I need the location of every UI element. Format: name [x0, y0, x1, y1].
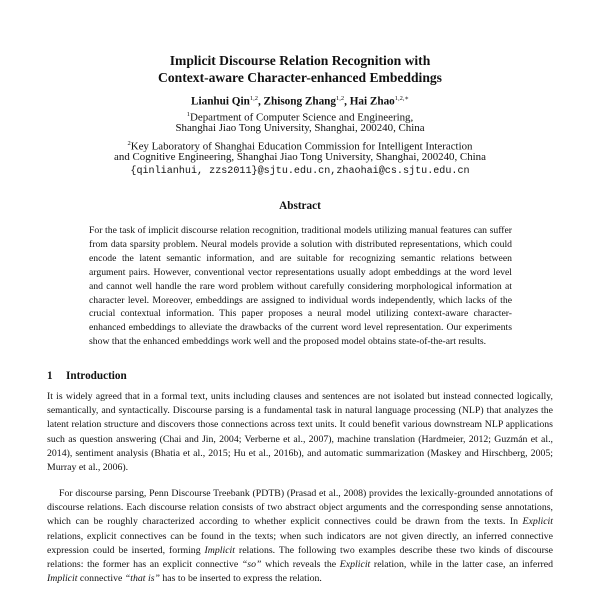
author-name: Zhisong Zhang: [263, 95, 336, 108]
section-number: 1: [47, 370, 53, 382]
author-affiliation-mark: 1,2: [249, 95, 258, 102]
affiliation-mark: 1: [186, 111, 191, 118]
section-heading-introduction: [47, 369, 127, 383]
intro-paragraph-2: For discourse parsing, Penn Discourse Treebank (PDTB) (Prasad et al., 2008) provides the lexically-grounded annotations of discourse relations. Each discourse relation consists of two abstract object arguments and the corresponding sense annotations, which can be roughly characterized according to whether explicit connectives could be drawn from the texts. In Explicit relations, explicit connectives can be found in the texts; when such indicators are not given directly, an inferred connective expression could be inserted, forming Implicit relations. The following two examples describe these two kinds of discourse relations: the former has an explicit connective “so” which reveals the Explicit relation, while in the latter case, an inferred Implicit connective “that is” has to be inserted to express the relation.: [47, 488, 553, 585]
abstract-text: For the task of implicit discourse relation recognition, traditional models utilizing manual features can suffer from data sparsity problem. Neural models provide a solution with distributed representations, which could encode the latent semantic information, and are suitable for recognizing semantic relations between argument pairs. However, conventional vector representations usually adopt embeddings at the word level and cannot well handle the rare word problem without carefully considering morphological information at character level. Moreover, embeddings are assigned to individual words independently, which lacks of the crucial contextual information. This paper proposes a neural model utilizing context-aware character-enhanced embeddings to alleviate the drawbacks of the current word level representation. Our experiments show that the enhanced embeddings work well and the proposed model obtains state-of-the-art results.: [89, 225, 512, 348]
paper-title-line-2: Context-aware Character-enhanced Embeddings: [158, 70, 442, 85]
affiliation-2-line-2: and Cognitive Engineering, Shanghai Jiao Tong University, Shanghai, 200240, China: [114, 151, 486, 163]
author-list: Lianhui Qin$^{1,2}$, Zhisong Zhang$^{1,2}$, Hai Zhao$^{1,2,∗}$: [191, 95, 409, 108]
affiliation-mark: 2: [127, 140, 131, 147]
affiliation-2-line-1: $^2$Key Laboratory of Shanghai Education Commission for Intelligent Interaction: [127, 140, 473, 153]
paper-title-line-1: Implicit Discourse Relation Recognition with: [169, 53, 431, 68]
abstract-heading: Abstract: [279, 200, 321, 212]
intro-paragraph-1: It is widely agreed that in a formal text, units including clauses and sentences are not isolated but instead connected logically, semantically, and syntactically. Discourse parsing is a fundamental task in natural language processing (NLP) that analyzes the latent relation structure and discovers those connections across text units. It could benefit various downstream NLP applications such as question answering (Chai and Jin, 2004; Verberne et al., 2007), machine translation (Hardmeier, 2012; Guzmán et al., 2014), sentiment analysis (Bhatia et al., 2015; Hu et al., 2016b), and automatic summarization (Maskey and Hirschberg, 2005; Murray et al., 2006).: [47, 391, 553, 474]
author-affiliation-mark: 1,2,∗: [394, 95, 409, 102]
author-name: Lianhui Qin: [191, 95, 250, 108]
affiliation-1-line-1: $^1$Department of Computer Science and Engineering,: [186, 111, 414, 124]
section-title: Introduction: [66, 370, 127, 382]
author-name: Hai Zhao: [349, 95, 395, 108]
affiliation-1-line-2: Shanghai Jiao Tong University, Shanghai, 200240, China: [175, 122, 425, 134]
author-emails: {qinlianhui, zzs2011}@sjtu.edu.cn,zhaohai@cs.sjtu.edu.cn: [130, 166, 470, 177]
author-affiliation-mark: 1,2: [335, 95, 345, 102]
